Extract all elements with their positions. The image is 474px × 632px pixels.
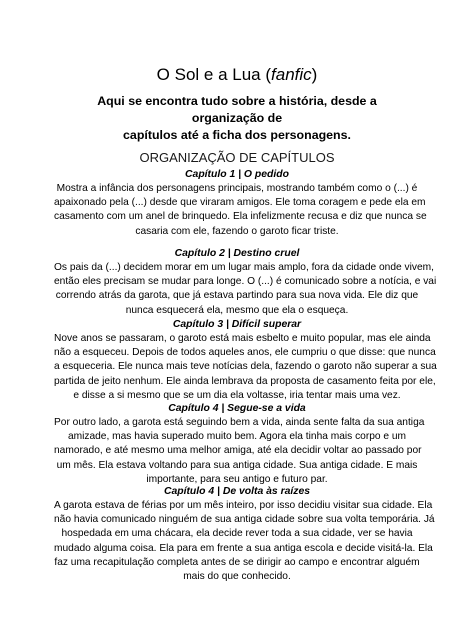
chapter-text-line: casaria com ele, fazendo o garoto ficar triste. <box>135 225 339 237</box>
chapter-text-line: apaixonado pela (...) desde que viraram amigos. Ele toma coragem e pede ela em <box>54 197 426 209</box>
chapter-text-line: casamento com um anel de brinquedo. Ela infelizmente recusa e diz que nunca se <box>54 211 427 223</box>
subtitle-line: Aqui se encontra tudo sobre a história, desde a organização de <box>97 94 377 125</box>
chapter-block <box>54 247 437 318</box>
document-subtitle <box>70 93 404 144</box>
chapter-text-line: não a esqueceu. Depois de todos aqueles anos, ele cumpriu o que disse: que nunca <box>54 347 436 359</box>
chapter-text-line: mais do que conhecido. <box>183 571 291 583</box>
chapter-title: Capítulo 1 | O pedido <box>185 169 289 180</box>
chapter-title: Capítulo 4 | De volta às raízes <box>163 486 311 497</box>
chapter-text-line: Os pais da (...) decidem morar em um lugar mais amplo, fora da cidade onde vivem, <box>54 262 434 273</box>
chapter-text-line: a esqueceria. Ele nunca mais teve notícias dela, fazendo o garoto não superar a sua <box>54 361 437 373</box>
chapter-text-line: então eles precisam se mudar para longe. O (...) é comunicado sobre a notícia, e vai <box>54 276 437 288</box>
chapter-text-line: namorado, e até mesmo uma melhor amiga, até ela decidir voltar ao passado por <box>54 445 422 457</box>
chapter-text-line: Nove anos se passaram, o garoto está mais esbelto e muito popular, mas ele ainda <box>54 333 431 344</box>
chapter-text-line: correndo atrás da garota, que já estava partindo para sua nova vida. Ele diz que <box>55 290 419 302</box>
chapter-text-line: amizade, mas havia superado muito bem. Agora ela tinha mais corpo e um <box>67 431 407 443</box>
chapter-text-line: mudado alguma coisa. Ela para em frente a sua antiga escola e decide visitá-la. Ela <box>54 542 433 554</box>
chapter-text-line: nunca esquecerá ela, mesmo que ela o esqueça. <box>125 304 349 316</box>
title-main-text: O Sol e a Lua ( <box>156 65 272 84</box>
title-italic-text: fanfic <box>271 65 312 84</box>
chapter-block <box>54 402 425 487</box>
chapter-title: Capítulo 3 | Difícil superar <box>172 319 302 330</box>
chapter-text-line: partida de jeito nenhum. Ele ainda lembrava da proposta de casamento feita por ele, <box>54 375 436 387</box>
subtitle-line: capítulos até a ficha dos personagens. <box>123 128 351 142</box>
chapter-text-line: faz uma recapitulação completa antes de se dirigir ao campo e encontrar alguém <box>54 556 420 568</box>
chapter-title: Capítulo 2 | Destino cruel <box>174 248 300 259</box>
chapter-block <box>54 318 437 403</box>
chapter-title: Capítulo 4 | Segue-se a vida <box>168 403 306 414</box>
chapter-text-line: não havia comunicado ninguém de sua antiga cidade sobre sua volta temporária. Já <box>54 514 435 526</box>
chapter-text-line: Mostra a infância dos personagens principais, mostrando também como o (...) é <box>56 183 418 194</box>
title-end-text: ) <box>311 65 318 84</box>
chapter-text-line: Por outro lado, a garota está seguindo bem a vida, ainda sente falta da sua antiga <box>54 417 425 428</box>
document-title <box>0 64 474 86</box>
chapter-block <box>54 485 435 584</box>
chapter-text-line: importante, para seu antigo e futuro par. <box>146 473 328 485</box>
chapter-block <box>54 168 427 239</box>
chapter-text-line: hospedada em uma chácara, ela decide rever toda a sua cidade, ver se havia <box>61 528 413 540</box>
chapter-text-line: um mês. Ela estava voltando para sua antiga cidade. Sua antiga cidade. E mais <box>56 459 418 471</box>
chapter-text-line: e disse a si mesmo que se um dia ela voltasse, iria tentar mais uma vez. <box>73 389 401 401</box>
section-heading: ORGANIZAÇÃO DE CAPÍTULOS <box>139 150 335 165</box>
chapter-text-line: A garota estava de férias por um mês inteiro, por isso decidiu visitar sua cidade. Ela <box>54 500 433 511</box>
